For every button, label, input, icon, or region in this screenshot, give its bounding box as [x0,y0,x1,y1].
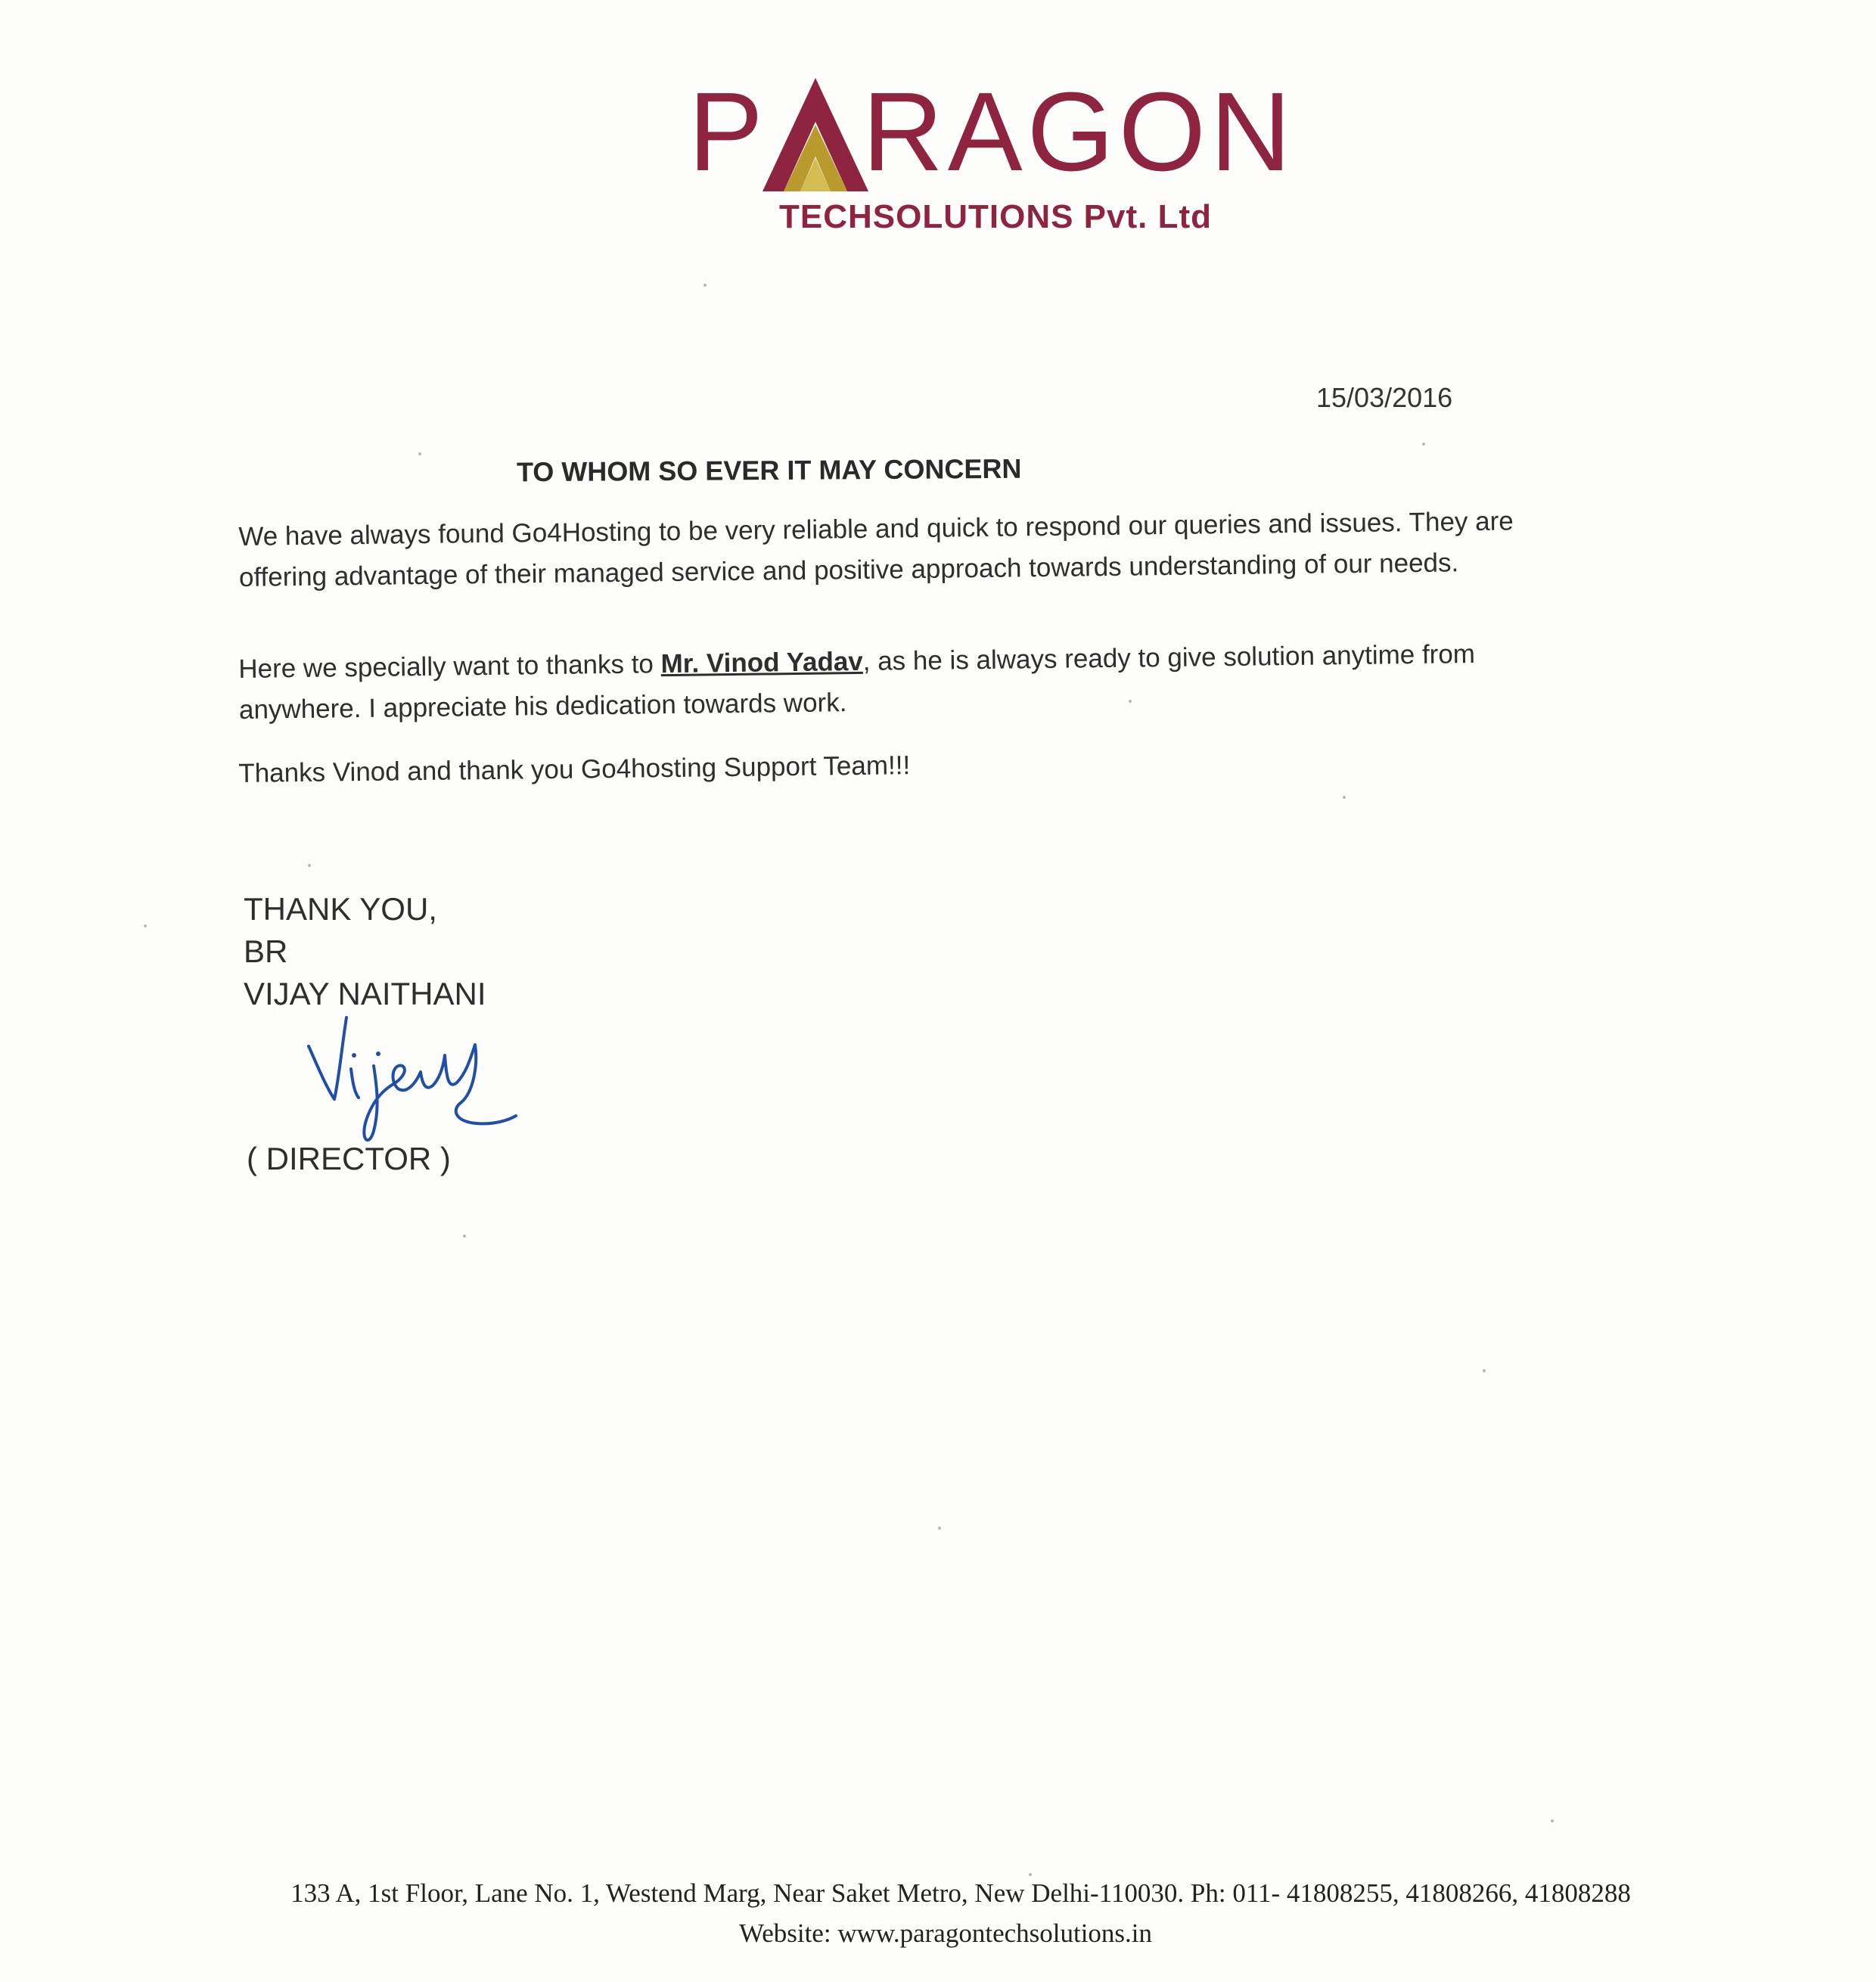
scan-speck [1129,700,1132,703]
scan-speck [1483,1369,1486,1372]
signoff-br: BR [244,934,288,969]
paragraph-2-rest: , as he is always ready to give solution anytime from anywhere. I appreciate his dedication towards work. [238,639,1476,725]
paragraph-2 [238,632,1586,731]
scan-speck [704,284,707,287]
scan-speck [938,1527,941,1530]
company-logo [688,70,1296,194]
scan-speck [1029,1873,1032,1876]
scan-speck [1343,796,1346,799]
recipient-name: Mr. Vinod Yadav [660,646,863,679]
company-subtitle: TECHSOLUTIONS Pvt. Ltd [779,198,1212,235]
footer-address: 133 A, 1st Floor, Lane No. 1, Westend Marg, Near Saket Metro, New Delhi-110030. Ph: 011- 41808255, 41808266, 41808288 [290,1878,1631,1908]
logo-chevron-icon [763,78,868,191]
scan-speck [1551,1819,1554,1822]
letter-date: 15/03/2016 [1316,382,1453,413]
scan-speck [308,864,311,867]
scan-speck [1422,443,1425,446]
paragraph-1: We have always found Go4Hosting to be very reliable and quick to respond our queries and issues. They are offering advantage of their managed service and positive approach towards understanding of our needs. [238,506,1514,592]
signatory-name: VIJAY NAITHANI [244,976,486,1011]
paragraph-3: Thanks Vinod and thank you Go4hosting Support Team!!! [238,750,911,788]
scan-speck [418,452,421,455]
letter-subject: TO WHOM SO EVER IT MAY CONCERN [516,452,1022,488]
signatory-role: ( DIRECTOR ) [247,1141,451,1176]
scan-speck [144,924,147,927]
logo-letter-p: P [688,70,768,194]
footer-website: Website: www.paragontechsolutions.in [738,1918,1153,1948]
scan-speck [463,1235,466,1238]
paragraph-2-intro: Here we specially want to thanks to [238,649,661,684]
handwritten-signature [295,1010,522,1154]
logo-letters-ragon: RAGON [862,70,1296,194]
signoff-thank-you: THANK YOU, [244,891,437,927]
